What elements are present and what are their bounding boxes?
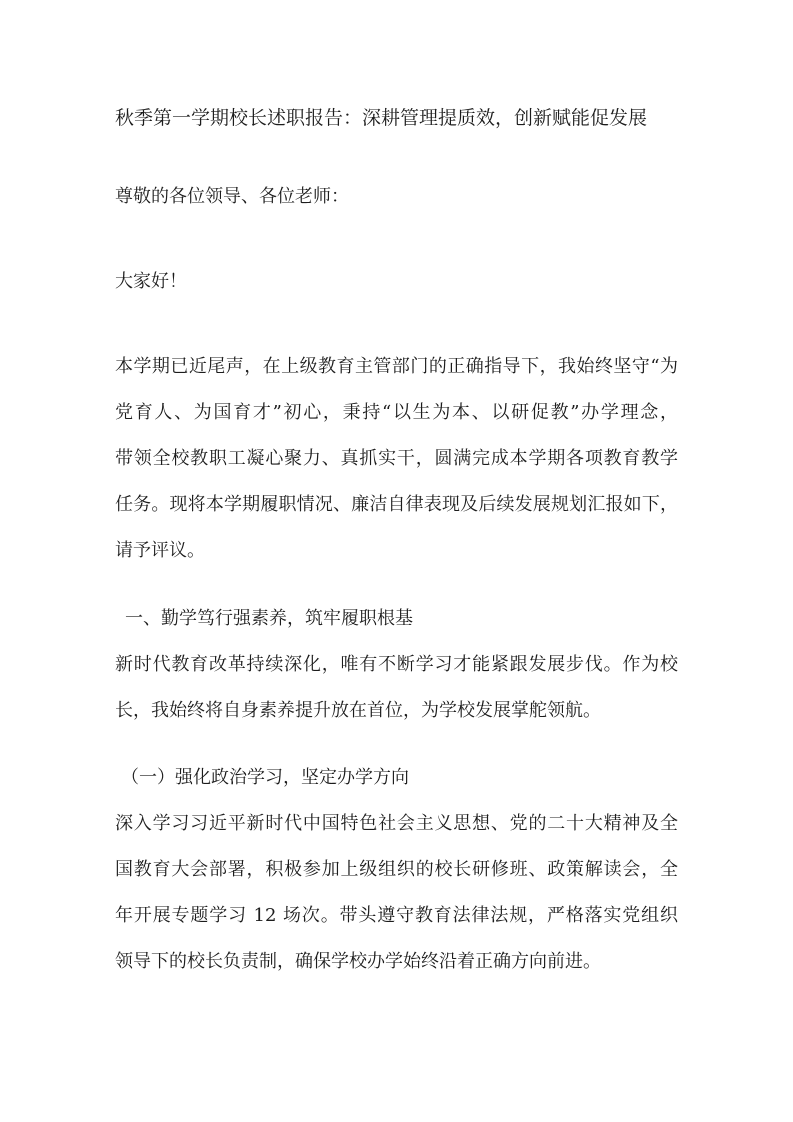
salutation-line: 尊敬的各位领导、各位老师：	[115, 186, 349, 207]
paragraph-line: 新时代教育改革持续深化，唯有不断学习才能紧跟发展步伐。作为校	[115, 654, 678, 675]
report-title: 秋季第一学期校长述职报告：深耕管理提质效，创新赋能促发展	[115, 107, 648, 129]
intro-paragraph	[115, 344, 678, 574]
document-body	[115, 95, 678, 985]
paragraph-line: 国教育大会部署，积极参加上级组织的校长研修班、政策解读会，全	[115, 859, 678, 880]
paragraph-line: 请予评议。	[115, 540, 205, 561]
subsection-1-paragraph	[115, 801, 678, 985]
paragraph-line: 领导下的校长负责制，确保学校办学始终沿着正确方向前进。	[115, 951, 601, 972]
section-1-paragraph	[115, 642, 678, 734]
paragraph-line: 深入学习习近平新时代中国特色社会主义思想、党的二十大精神及全	[115, 813, 678, 834]
paragraph-line: 长，我始终将自身素养提升放在首位，为学校发展掌舵领航。	[115, 700, 601, 721]
paragraph-line: 带领全校教职工凝心聚力、真抓实干，圆满完成本学期各项教育教学	[115, 448, 678, 469]
paragraph-line: 本学期已近尾声，在上级教育主管部门的正确指导下，我始终坚守“为	[115, 356, 678, 377]
paragraph-line: 党育人、为国育才”初心，秉持“以生为本、以研促教”办学理念，	[115, 402, 678, 423]
paragraph-line: 任务。现将本学期履职情况、廉洁自律表现及后续发展规划汇报如下，	[115, 494, 678, 515]
subsection-heading-1: （一）强化政治学习，坚定办学方向	[121, 767, 409, 788]
paragraph-line: 年开展专题学习 12 场次。带头遵守教育法律法规，严格落实党组织	[115, 905, 678, 926]
greeting-line: 大家好！	[115, 271, 187, 292]
section-heading-1: 一、勤学笃行强素养，筑牢履职根基	[125, 608, 413, 629]
